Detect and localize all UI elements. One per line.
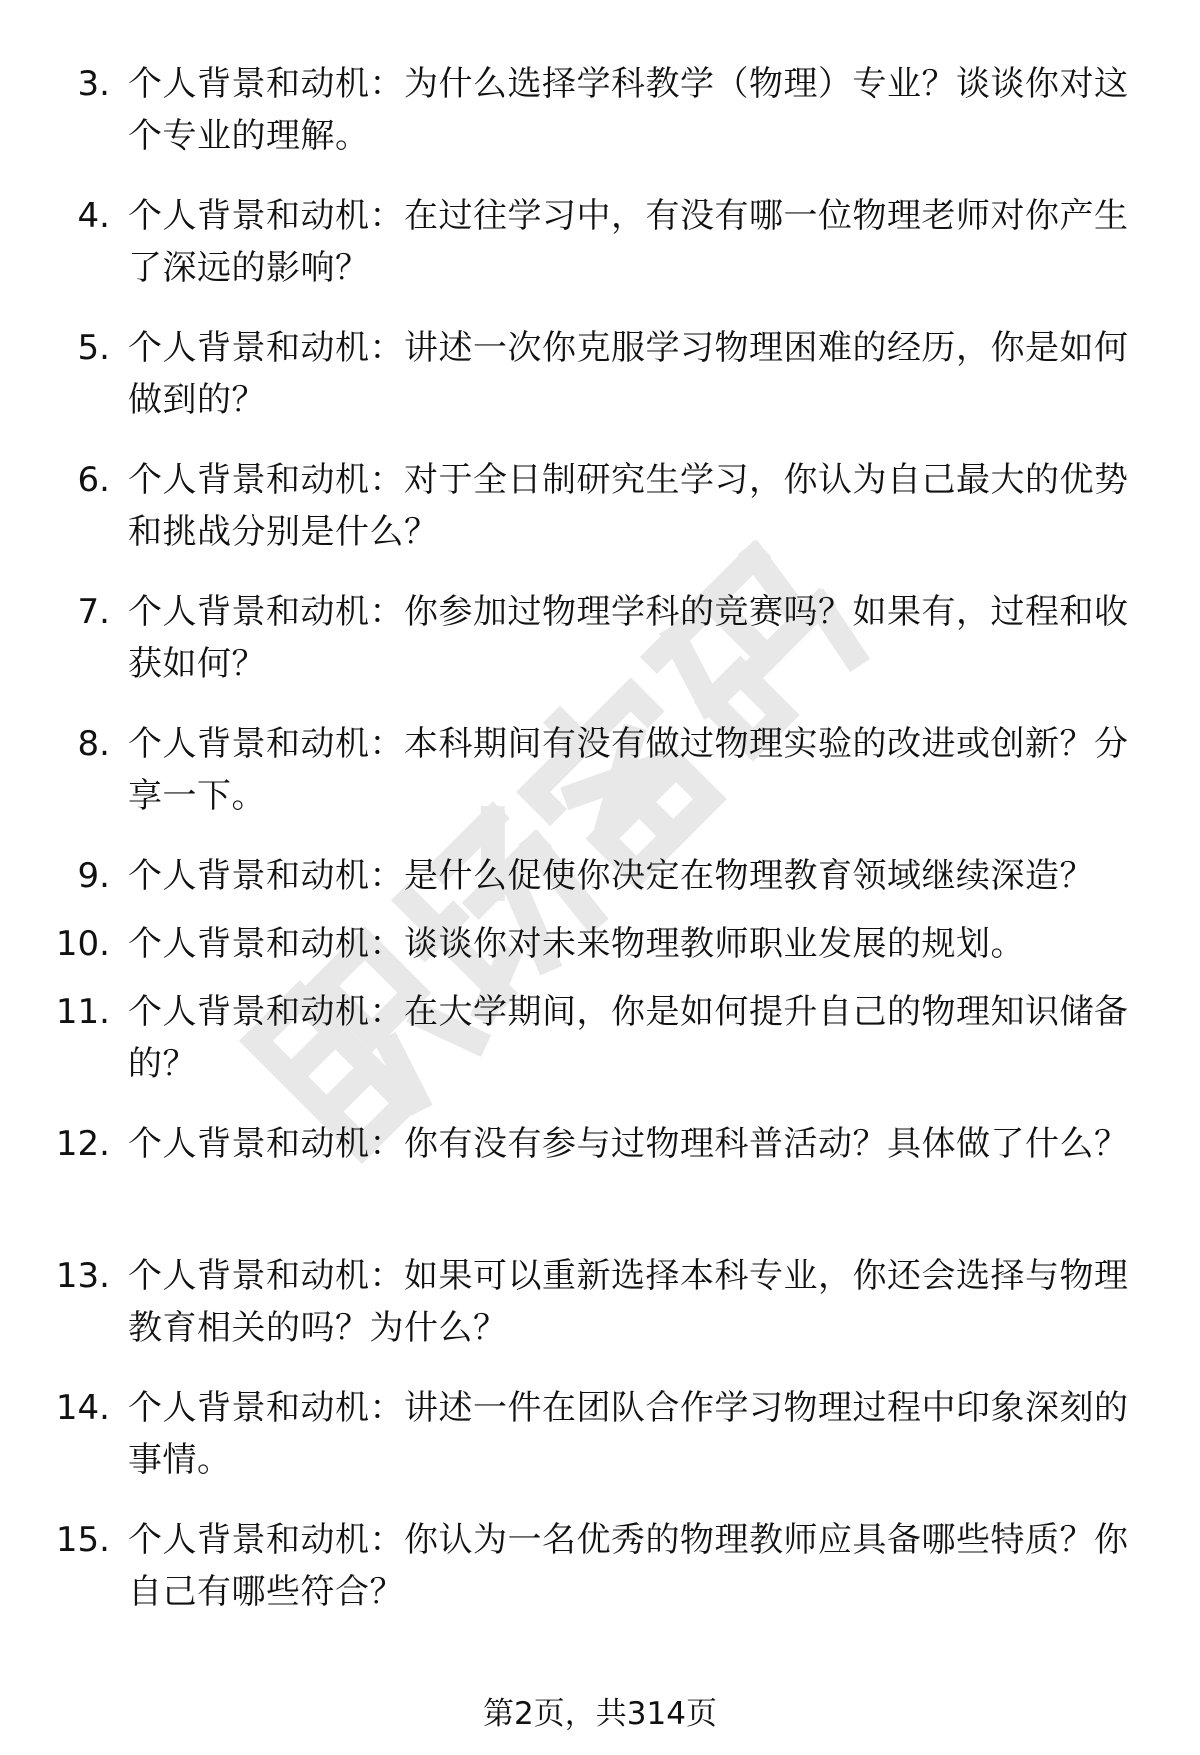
question-number: 5.	[77, 328, 110, 368]
question-item-10	[0, 918, 1200, 986]
question-item-4	[0, 190, 1200, 322]
question-text: 个人背景和动机：讲述一次你克服学习物理困难的经历，你是如何做到的？	[128, 328, 1129, 420]
question-item-14	[0, 1382, 1200, 1514]
page-footer: 第2页，共314页	[483, 1696, 717, 1732]
question-item-11	[0, 986, 1200, 1118]
question-text: 个人背景和动机：讲述一件在团队合作学习物理过程中印象深刻的事情。	[128, 1388, 1129, 1480]
question-text: 个人背景和动机：本科期间有没有做过物理实验的改进或创新？分享一下。	[128, 724, 1129, 816]
question-text: 个人背景和动机：为什么选择学科教学（物理）专业？谈谈你对这个专业的理解。	[128, 64, 1129, 156]
question-text: 个人背景和动机：在过往学习中，有没有哪一位物理老师对你产生了深远的影响？	[128, 196, 1129, 288]
question-item-5	[0, 322, 1200, 454]
question-number: 8.	[77, 724, 110, 764]
question-number: 6.	[77, 460, 110, 500]
question-text: 个人背景和动机：谈谈你对未来物理教师职业发展的规划。	[128, 924, 1025, 964]
question-text: 个人背景和动机：你参加过物理学科的竞赛吗？如果有，过程和收获如何？	[128, 592, 1129, 684]
question-text: 个人背景和动机：你认为一名优秀的物理教师应具备哪些特质？你自己有哪些符合？	[128, 1520, 1129, 1612]
question-item-15	[0, 1514, 1200, 1646]
question-number: 3.	[77, 64, 110, 104]
question-number: 11.	[55, 992, 110, 1032]
question-text: 个人背景和动机：是什么促使你决定在物理教育领域继续深造？	[128, 856, 1094, 896]
question-text: 个人背景和动机：如果可以重新选择本科专业，你还会选择与物理教育相关的吗？为什么？	[128, 1256, 1129, 1348]
question-text: 个人背景和动机：在大学期间，你是如何提升自己的物理知识储备的？	[128, 992, 1129, 1084]
question-text: 个人背景和动机：你有没有参与过物理科普活动？具体做了什么？	[128, 1124, 1129, 1164]
question-number: 10.	[55, 924, 110, 964]
question-item-9	[0, 850, 1200, 918]
question-number: 9.	[77, 856, 110, 896]
question-list	[0, 58, 1200, 1646]
question-item-13	[0, 1250, 1200, 1382]
question-number: 13.	[55, 1256, 110, 1296]
question-item-12	[0, 1118, 1200, 1250]
question-item-7	[0, 586, 1200, 718]
question-item-6	[0, 454, 1200, 586]
question-item-3	[0, 58, 1200, 190]
question-number: 15.	[55, 1520, 110, 1560]
question-number: 7.	[77, 592, 110, 632]
question-item-8	[0, 718, 1200, 850]
question-number: 12.	[55, 1124, 110, 1164]
question-number: 14.	[55, 1388, 110, 1428]
question-number: 4.	[77, 196, 110, 236]
question-text: 个人背景和动机：对于全日制研究生学习，你认为自己最大的优势和挑战分别是什么？	[128, 460, 1129, 552]
